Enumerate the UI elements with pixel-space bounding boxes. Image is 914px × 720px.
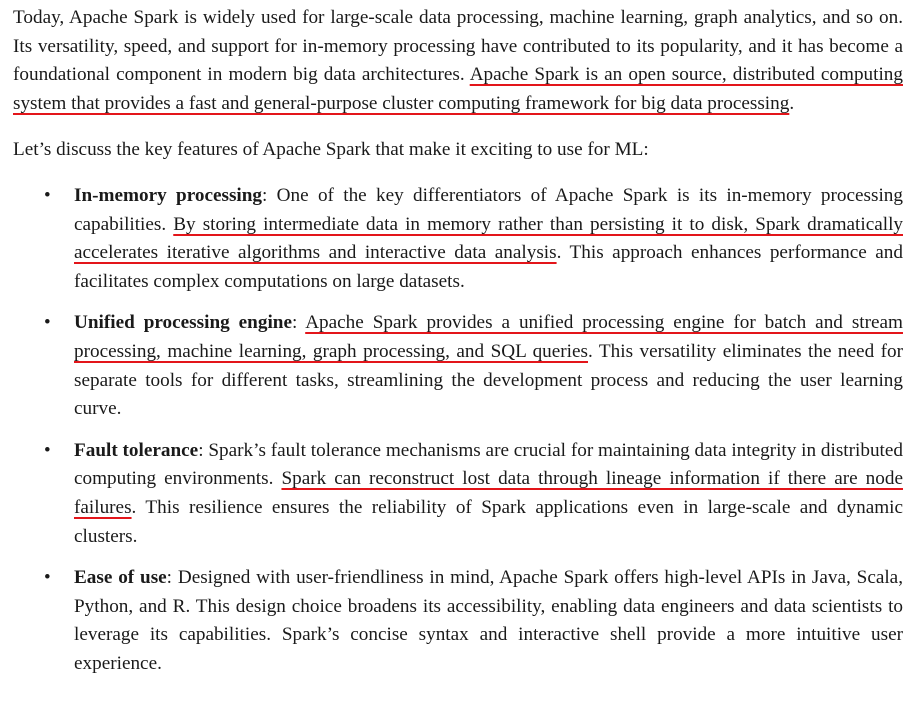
intro-end: .: [789, 92, 795, 114]
lead-paragraph: Let’s discuss the key features of Apache Spark that make it exciting to use for ML:: [13, 139, 649, 161]
feature-intro: : Spark’s fault tolerance mechanisms are crucial for maintaining data integrity in distributed computing environments.: [74, 439, 903, 490]
feature-highlight: Apache Spark provides a unified processing engine for batch and stream processing, machine learning, graph processing, and SQL queries: [74, 312, 903, 362]
bullet-icon: •: [44, 184, 51, 206]
intro-paragraph: [13, 4, 903, 118]
feature-highlight: Spark can reconstruct lost data through lineage information if there are node failures: [74, 468, 903, 518]
feature-after: . This resilience ensures the reliability of Spark applications even in large-scale and dynamic clusters.: [74, 496, 903, 547]
feature-term: Ease of use: [74, 567, 167, 589]
feature-after: . This versatility eliminates the need for separate tools for different tasks, streamlining the development process and reducing the user learning curve.: [74, 340, 903, 420]
list-item: [13, 309, 903, 423]
feature-intro: :: [291, 312, 306, 334]
list-item: [13, 437, 903, 551]
list-item: [13, 182, 903, 296]
intro-highlight: Apache Spark is an open source, distributed computing system that provides a fast and general-purpose cluster computing framework for big data processing: [13, 64, 903, 114]
feature-term: In-memory processing: [74, 184, 263, 206]
bullet-icon: •: [44, 312, 51, 334]
feature-term: Fault tolerance: [74, 439, 199, 461]
feature-intro: : One of the key differentiators of Apache Spark is its in-memory processing capabilities.: [74, 184, 903, 235]
document-body: [13, 4, 903, 678]
bullet-icon: •: [44, 439, 51, 461]
list-item: [13, 564, 903, 678]
intro-text: Today, Apache Spark is widely used for large-scale data processing, machine learning, graph analytics, and so on. Its versatility, speed, and support for in-memory processing have contributed to its popularity, and it has become a foundational component in modern big data architectures.: [13, 7, 903, 86]
feature-list: [13, 182, 903, 679]
bullet-icon: •: [44, 567, 51, 589]
feature-after: . This approach enhances performance and facilitates complex computations on large datasets.: [74, 242, 903, 292]
feature-highlight: By storing intermediate data in memory rather than persisting it to disk, Spark dramatically accelerates iterative algorithms and interactive data analysis: [74, 213, 903, 264]
feature-term: Unified processing engine: [74, 312, 292, 334]
feature-intro: : Designed with user-friendliness in mind, Apache Spark offers high-level APIs in Java, Scala, Python, and R. This design choice broadens its accessibility, enabling data engineers and data scientists to leverage its capabilities. Spark’s concise syntax and interactive shell provide a more intuitive user experience.: [74, 567, 903, 674]
